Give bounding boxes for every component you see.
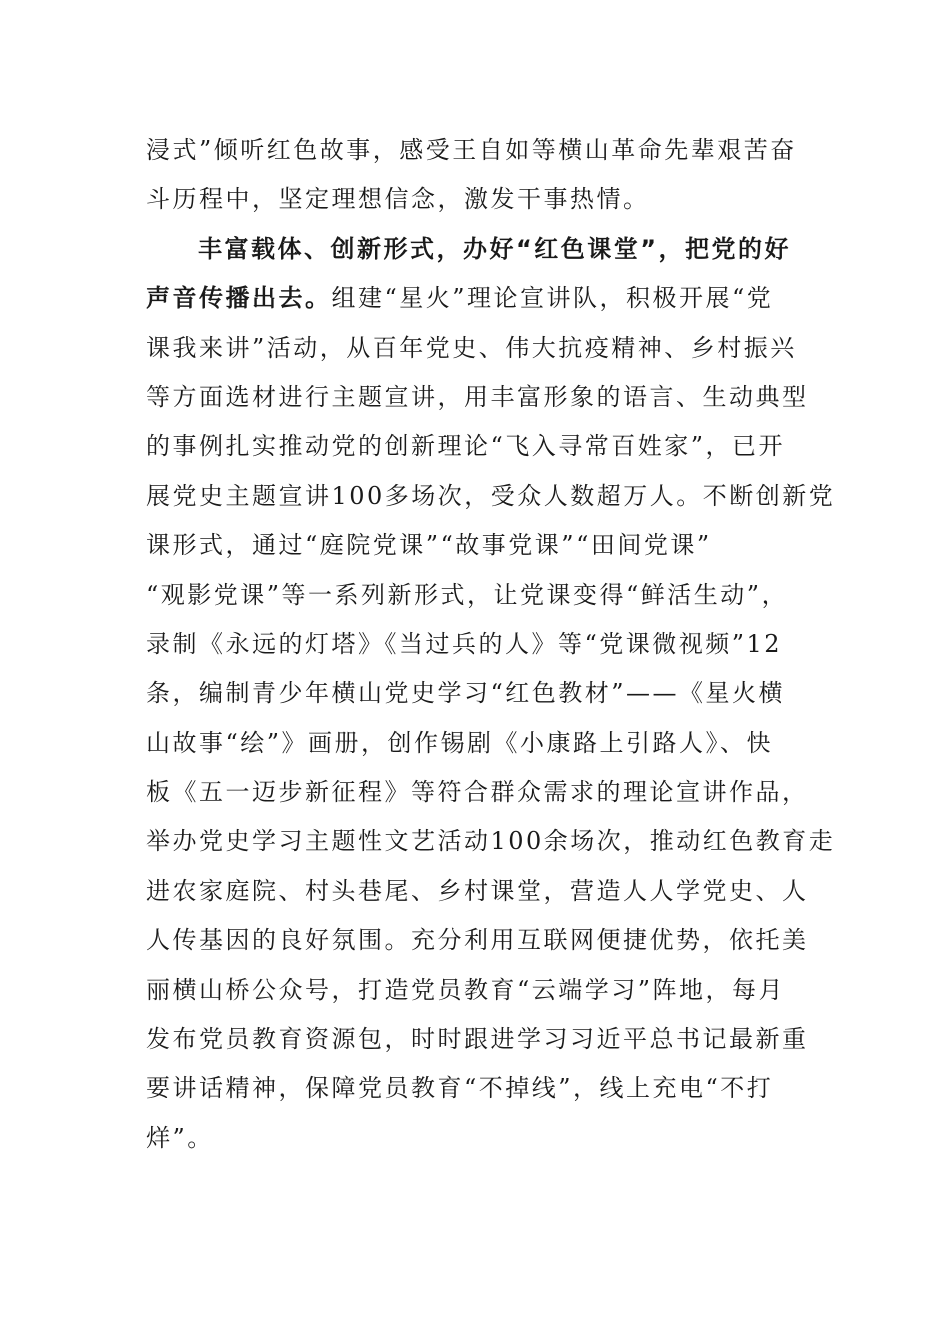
paragraph-2-line: 烊”。 (146, 1123, 214, 1152)
paragraph-2-line: “观影党课”等一系列新形式，让党课变得“鲜活生动”， (146, 580, 789, 609)
paragraph-2-heading-end: 声音传播出去。 (146, 284, 332, 313)
paragraph-2-line: 进农家庭院、村头巷尾、乡村课堂，营造人人学党史、人 (146, 876, 809, 905)
paragraph-2-line: 要讲话精神，保障党员教育“不掉线”，线上充电“不打 (146, 1074, 774, 1103)
document-body (146, 126, 836, 1163)
paragraph-1-line-1: 浸式”倾听红色故事，感受王自如等横山革命先辈艰苦奋 (146, 136, 797, 164)
paragraph-2-line: 板《五一迈步新征程》等符合群众需求的理论宣讲作品， (146, 778, 809, 807)
paragraph-2-line: 丽横山桥公众号，打造党员教育“云端学习”阵地，每月 (146, 975, 786, 1004)
paragraph-2-line: 条，编制青少年横山党史学习“红色教材”——《星火横 (146, 679, 786, 708)
paragraph-2-line: 等方面选材进行主题宣讲，用丰富形象的语言、生动典型 (146, 382, 809, 411)
paragraph-2-line: 录制《永远的灯塔》《当过兵的人》等“党课微视频”12 (146, 629, 783, 658)
paragraph-2-line-2 (146, 274, 810, 323)
paragraph-2-heading: 丰富载体、创新形式，办好“红色课堂”，把党的好 (198, 234, 792, 263)
paragraph-2-line: 人传基因的良好氛围。充分利用互联网便捷优势，依托美 (146, 926, 809, 955)
paragraph-2-line-2-text: 组建“星火”理论宣讲队，积极开展“党 (331, 284, 774, 313)
paragraph-2-line: 课形式，通过“庭院党课”“故事党课”“田间党课” (146, 531, 712, 560)
paragraph-2-line: 举办党史学习主题性文艺活动100余场次，推动红色教育走 (146, 827, 836, 856)
paragraph-2-line: 的事例扎实推动党的创新理论“飞入寻常百姓家”，已开 (146, 432, 786, 461)
paragraph-2-line: 展党史主题宣讲100多场次，受众人数超万人。不断创新党 (146, 481, 836, 510)
paragraph-2-line-1 (146, 225, 810, 274)
paragraph-2-line: 山故事“绘”》画册，创作锡剧《小康路上引路人》、快 (146, 728, 774, 757)
paragraph-2-line: 课我来讲”活动，从百年党史、伟大抗疫精神、乡村振兴 (146, 333, 797, 362)
paragraph-2-line: 发布党员教育资源包，时时跟进学习习近平总书记最新重 (146, 1025, 809, 1054)
paragraph-1-line-2: 斗历程中，坚定理想信念，激发干事热情。 (146, 185, 650, 214)
